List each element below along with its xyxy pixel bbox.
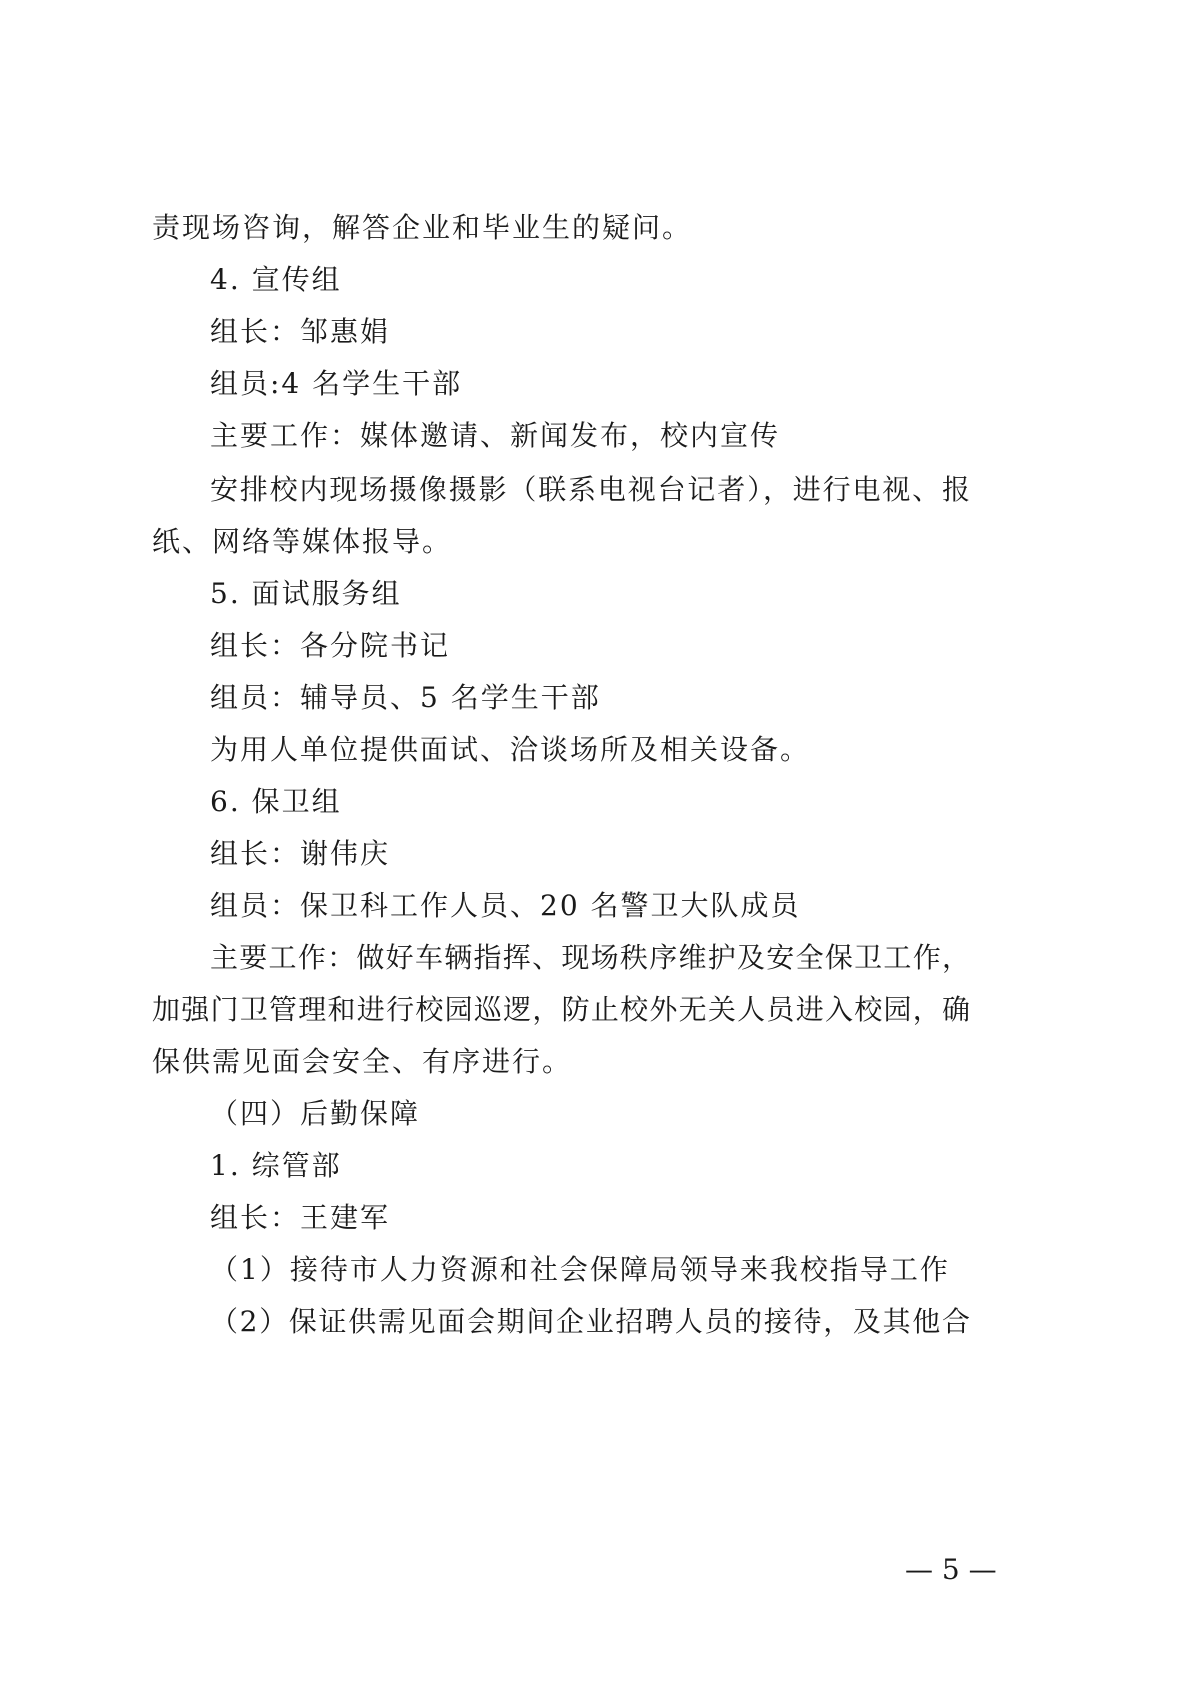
text-line: 组员：保卫科工作人员、20 名警卫大队成员: [210, 889, 801, 922]
section-heading: 5. 面试服务组: [210, 577, 402, 610]
text-line: 安排校内现场摄像摄影（联系电视台记者），进行电视、报: [210, 473, 970, 506]
text-line: 加强门卫管理和进行校园巡逻，防止校外无关人员进入校园，确: [152, 993, 970, 1026]
section-heading: 6. 保卫组: [210, 785, 342, 818]
section-heading: （四）后勤保障: [210, 1097, 421, 1130]
section-heading: 1. 综管部: [210, 1149, 342, 1182]
text-line: 组员：辅导员、5 名学生干部: [210, 681, 601, 714]
text-line: 为用人单位提供面试、洽谈场所及相关设备。: [210, 733, 811, 766]
text-line: 责现场咨询，解答企业和毕业生的疑问。: [152, 211, 693, 244]
text-line: （2）保证供需见面会期间企业招聘人员的接待，及其他合: [210, 1305, 970, 1338]
text-line: 主要工作：做好车辆指挥、现场秩序维护及安全保卫工作，: [210, 941, 970, 974]
page-number: — 5 —: [905, 1553, 997, 1586]
text-line: 保供需见面会安全、有序进行。: [152, 1045, 573, 1078]
text-line: 主要工作：媒体邀请、新闻发布，校内宣传: [210, 419, 781, 452]
text-line: 组员:4 名学生干部: [210, 367, 463, 400]
text-line: 组长：邹惠娟: [210, 315, 391, 348]
text-line: 纸、网络等媒体报导。: [152, 525, 453, 558]
text-line: （1）接待市人力资源和社会保障局领导来我校指导工作: [210, 1253, 950, 1286]
section-heading: 4. 宣传组: [210, 263, 342, 296]
text-line: 组长：王建军: [210, 1201, 391, 1234]
text-line: 组长：各分院书记: [210, 629, 451, 662]
text-line: 组长：谢伟庆: [210, 837, 391, 870]
